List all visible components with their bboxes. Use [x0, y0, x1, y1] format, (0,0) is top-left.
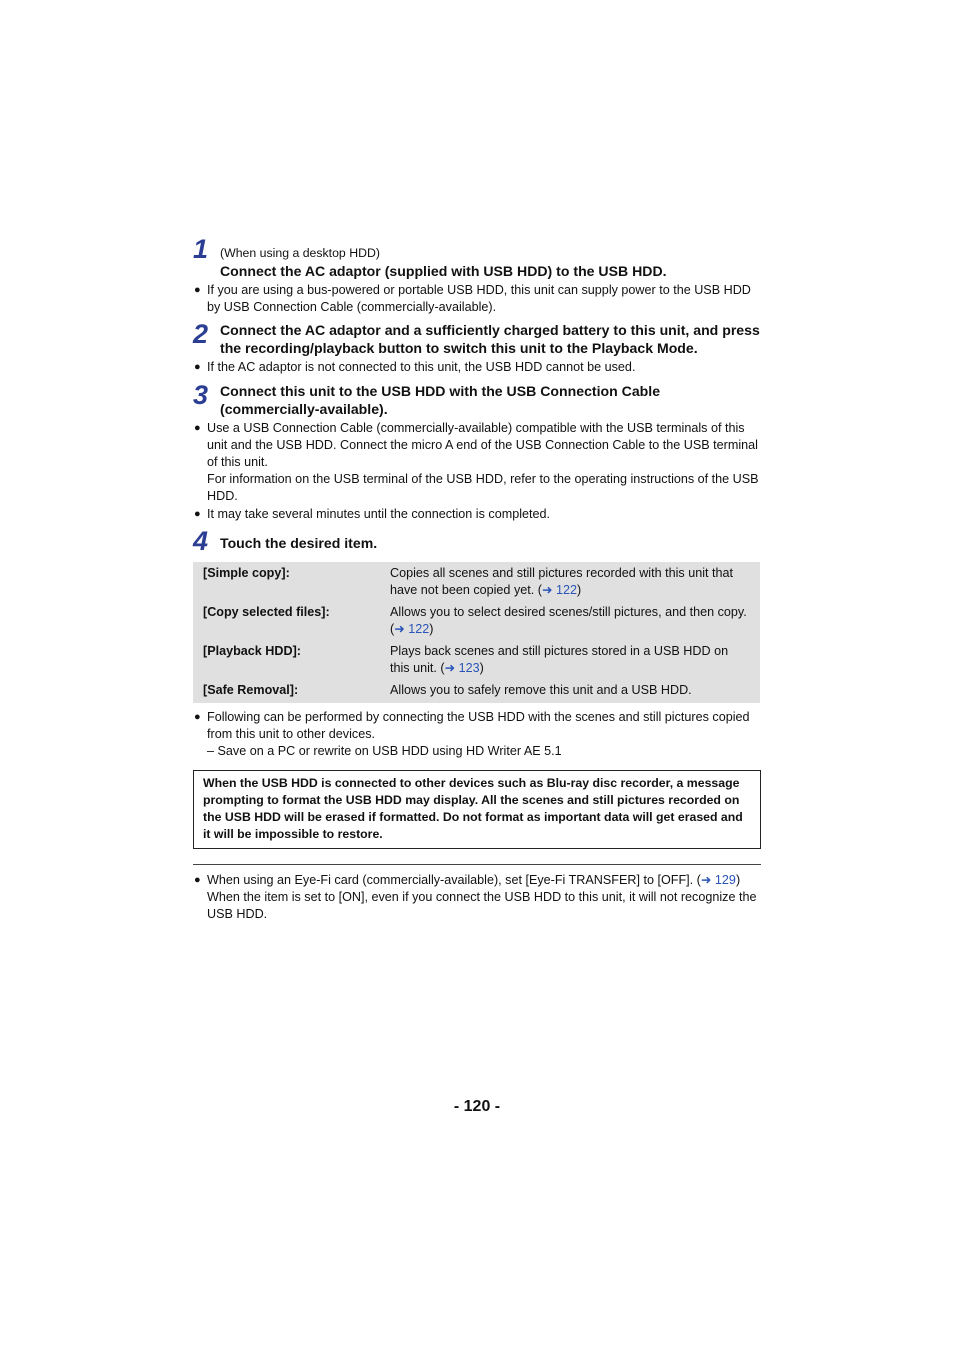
bullet-continuation: For information on the USB terminal of the USB HDD, refer to the operating instructions of the USB HDD. — [207, 471, 759, 503]
option-key: [Playback HDD]: — [203, 644, 301, 658]
step-3 — [193, 379, 761, 419]
step-2 — [193, 318, 761, 358]
sub-item: – Save on a PC or rewrite on USB HDD using HD Writer AE 5.1 — [207, 744, 562, 758]
bullet-text: If you are using a bus-powered or portable USB HDD, this unit can supply power to the USB HDD by USB Connection Cable (commercially-available). — [207, 282, 751, 314]
bullet-text: If the AC adaptor is not connected to this unit, the USB HDD cannot be used. — [207, 359, 636, 374]
step-1 — [193, 236, 761, 281]
step-number: 4 — [193, 525, 209, 556]
bullet-icon: ● — [194, 421, 201, 434]
footnote-text: When using an Eye-Fi card (commercially-available), set [Eye-Fi TRANSFER] to [OFF]. ( — [207, 873, 701, 887]
table-row — [193, 562, 760, 602]
footnote-bullet: ● When using an Eye-Fi card (commercially-available), set [Eye-Fi TRANSFER] to [OFF]. (➜ 129) When the item is set to [ON], even if you connect the USB HDD to this unit, it will not recognize the USB HDD. — [193, 872, 761, 923]
bullet-item — [193, 709, 761, 743]
table-row — [193, 602, 760, 641]
step-title: Connect the AC adaptor (supplied with USB HDD) to the USB HDD. — [220, 263, 667, 279]
option-desc: Copies all scenes and still pictures recorded with this unit that have not been copied yet. (➜ 122) — [390, 566, 734, 597]
bullet-item — [193, 282, 761, 316]
option-desc: Allows you to safely remove this unit and a USB HDD. — [390, 683, 692, 697]
page-number: - 120 - — [453, 1098, 501, 1115]
option-desc: Plays back scenes and still pictures stored in a USB HDD on this unit. (➜ 123) — [390, 644, 729, 675]
step-number: 1 — [193, 234, 209, 264]
option-key: [Safe Removal]: — [203, 683, 299, 697]
option-key: [Simple copy]: — [203, 566, 290, 580]
bullet-text: Use a USB Connection Cable (commercially-available) compatible with the USB terminals of this unit and the USB HDD. Connect the micro A end of the USB Connection Cable to the USB terminal of this unit. — [207, 420, 758, 469]
page-link[interactable]: ➜ 129 — [700, 873, 736, 887]
step-note: (When using a desktop HDD) — [220, 246, 380, 260]
bullet-item — [193, 506, 761, 523]
bullet-icon: ● — [194, 360, 201, 373]
step-title: Connect the AC adaptor and a sufficiently charged battery to this unit, and press the recording/playback button to switch this unit to the Playback Mode. — [220, 321, 760, 356]
warning-box: When the USB HDD is connected to other devices such as Blu-ray disc recorder, a message prompting to format the USB HDD may display. All the scenes and still pictures recorded on the USB HDD will be erased if formatted. Do not format as important data will get erased and it will be impossible to restore. — [193, 770, 761, 849]
bullet-icon: ● — [194, 507, 201, 520]
page-link[interactable]: ➜ 122 — [394, 622, 430, 636]
options-table — [193, 562, 760, 703]
bullet-item — [193, 359, 761, 376]
page-link[interactable]: ➜ 122 — [541, 583, 578, 597]
page-content — [193, 236, 761, 923]
step-number: 3 — [193, 379, 209, 410]
step-title: Connect this unit to the USB HDD with the USB Connection Cable (commercially-available). — [220, 382, 661, 417]
option-desc: Allows you to select desired scenes/still pictures, and then copy. (➜ 122) — [390, 605, 747, 636]
bullet-text: It may take several minutes until the connection is completed. — [207, 506, 551, 521]
bullet-icon: ● — [194, 874, 201, 886]
option-key: [Copy selected files]: — [203, 605, 330, 619]
page-link[interactable]: ➜ 123 — [444, 661, 480, 675]
table-row — [193, 680, 760, 703]
footnote-continuation: When the item is set to [ON], even if you connect the USB HDD to this unit, it will not recognize the USB HDD. — [207, 890, 757, 921]
bullet-icon: ● — [194, 283, 201, 296]
step-4 — [193, 525, 761, 556]
step-number: 2 — [193, 318, 209, 349]
bullet-icon: ● — [194, 711, 201, 723]
step-title: Touch the desired item. — [220, 534, 378, 551]
bullet-item — [193, 420, 761, 505]
bullet-text: Following can be performed by connecting the USB HDD with the scenes and still pictures copied from this unit to other devices. — [207, 710, 750, 741]
divider — [193, 864, 761, 865]
table-row — [193, 641, 760, 680]
